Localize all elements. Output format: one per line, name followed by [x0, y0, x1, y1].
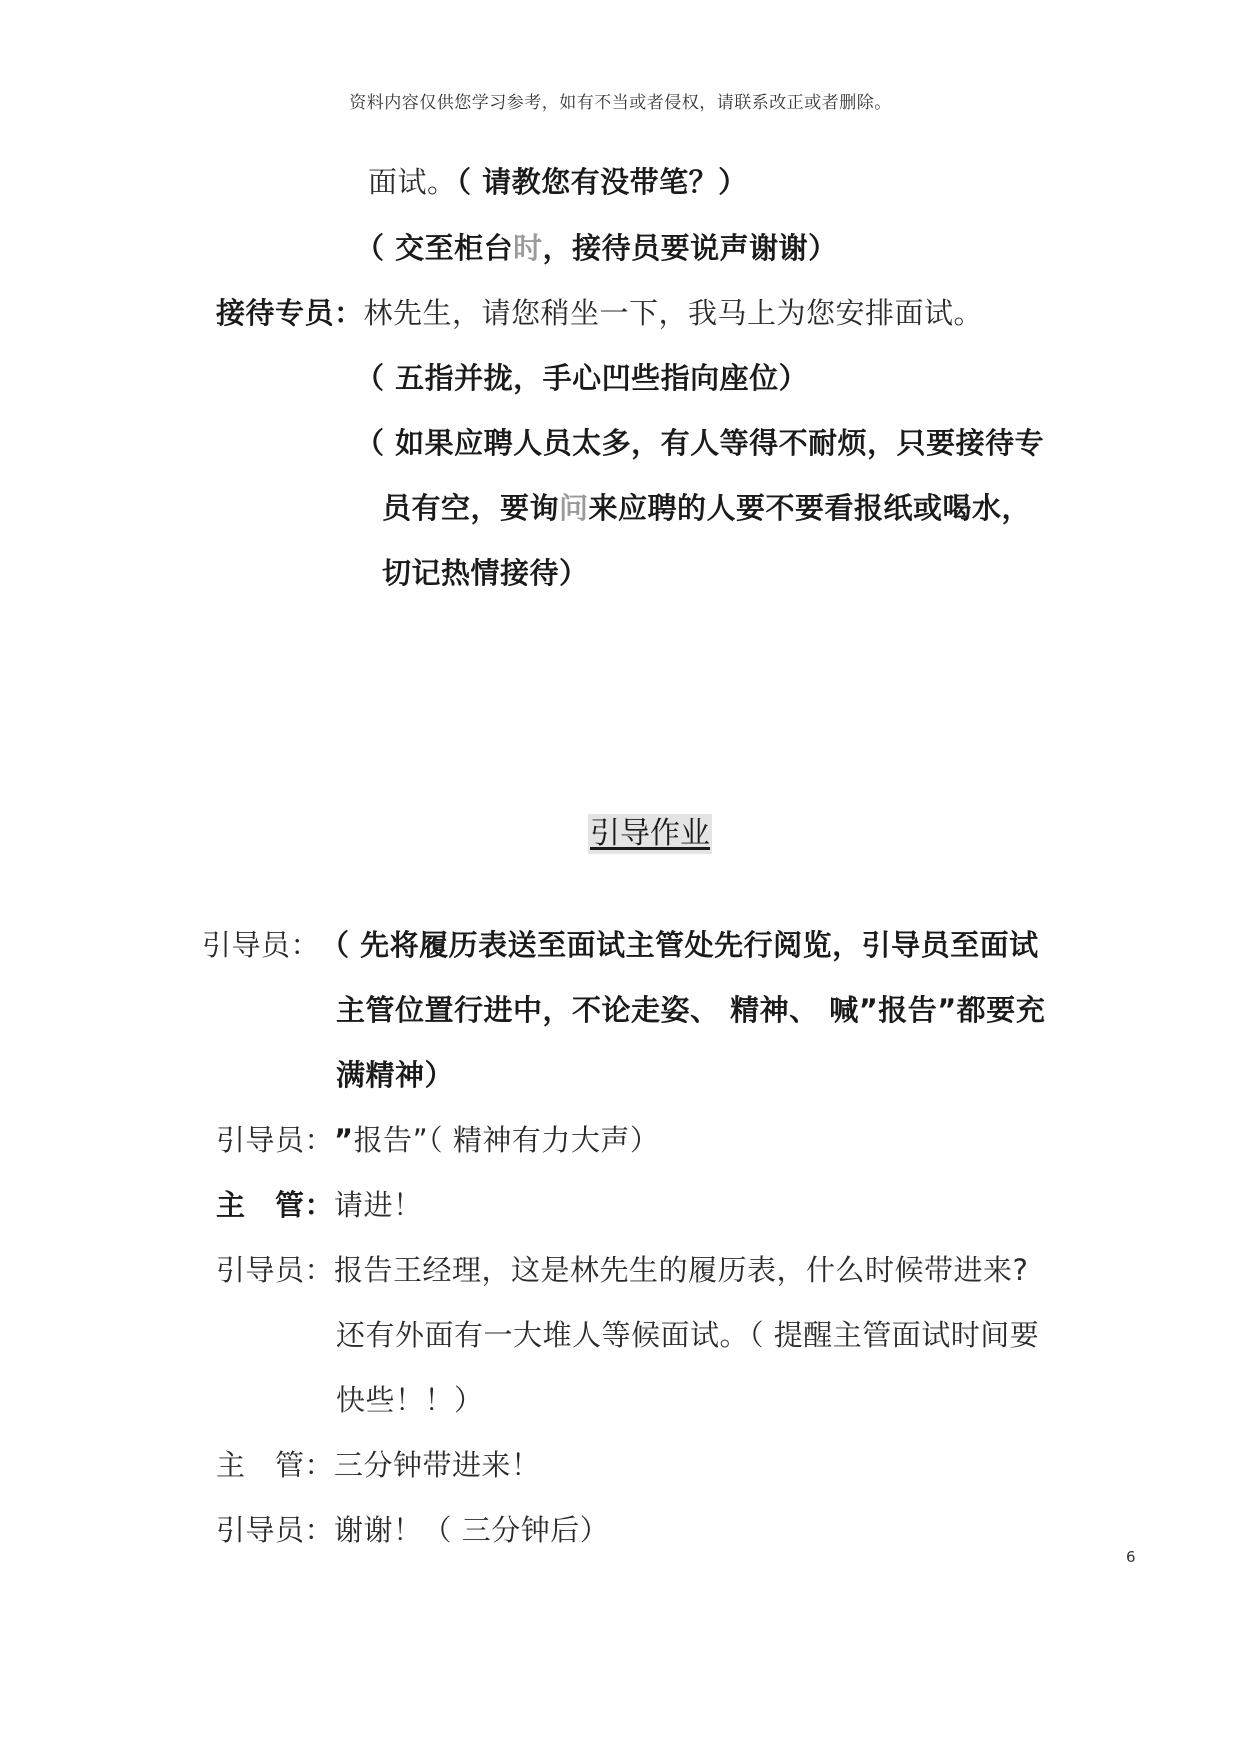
quote-mark: ”: [334, 1123, 354, 1157]
dialogue-line: [368, 162, 748, 202]
speaker-label: 引导员：: [216, 1253, 335, 1287]
dialogue-line: [216, 1185, 423, 1225]
stage-direction: 切记热情接待）: [382, 556, 589, 590]
stage-direction: 满精神）: [336, 1058, 455, 1092]
line-text: 谢谢！（ 三分钟后）: [334, 1513, 610, 1547]
dialogue-line: [216, 1445, 541, 1485]
stage-direction: （ 先将履历表送至面试主管处先行阅览，引导员至面试: [320, 928, 1039, 962]
stage-direction-line: [382, 553, 589, 593]
stage-direction: 来应聘的人要不要看报纸或喝水，: [588, 491, 1032, 525]
page-number: 6: [1126, 1548, 1136, 1566]
stage-direction-line: [355, 228, 838, 268]
dialogue-line: [216, 1120, 659, 1160]
faded-character: 问: [559, 491, 589, 525]
section-title: 引导作业: [588, 814, 712, 854]
speaker-label: 引导员：: [216, 1513, 335, 1547]
header-disclaimer: 资料内容仅供您学习参考，如有不当或者侵权，请联系改正或者删除。: [349, 93, 892, 113]
stage-direction-line: [382, 488, 1031, 528]
stage-direction: （ 如果应聘人员太多，有人等得不耐烦，只要接待专: [355, 426, 1045, 460]
dialogue-line: [216, 293, 983, 333]
line-text: 林先生，请您稍坐一下，我马上为您安排面试。: [363, 296, 984, 330]
speaker-label: 主 管：: [216, 1448, 335, 1482]
stage-direction: 员有空，要询: [382, 491, 560, 525]
dialogue-line: [216, 1510, 609, 1550]
dialogue-continuation: [336, 1315, 1039, 1355]
speaker-label: 引导员：: [216, 1123, 335, 1157]
stage-direction: ，接待员要说声谢谢）: [542, 231, 838, 265]
dialogue-line: [202, 925, 1039, 965]
speaker-label: 引导员：: [202, 928, 321, 962]
dialogue-line: [216, 1250, 1028, 1290]
speaker-label: 接待专员：: [216, 296, 364, 330]
line-text: 快些！！）: [336, 1383, 484, 1417]
dialogue-continuation: [336, 1380, 484, 1420]
stage-direction-line: [355, 423, 1044, 463]
line-text: 面试。: [368, 165, 457, 199]
line-text: 报告王经理，这是林先生的履历表，什么时候带进来?: [334, 1253, 1029, 1287]
faded-character: 时: [513, 231, 543, 265]
stage-direction: 主管位置行进中，不论走姿、 精神、 喊”报告”都要充: [336, 993, 1046, 1027]
stage-direction-line: [336, 990, 1045, 1030]
stage-direction-line: [355, 358, 808, 398]
speaker-label: 主 管：: [216, 1188, 335, 1222]
line-text: 三分钟带进来！: [334, 1448, 541, 1482]
stage-direction: （ 五指并拢，手心凹些指向座位）: [355, 361, 809, 395]
stage-direction: （ 请教您有没带笔？）: [456, 165, 748, 199]
stage-direction-line: [336, 1055, 454, 1095]
line-text: 报告”（ 精神有力大声）: [353, 1123, 660, 1157]
line-text: 还有外面有一大堆人等候面试。（ 提醒主管面试时间要: [336, 1318, 1040, 1352]
line-text: 请进！: [334, 1188, 423, 1222]
stage-direction: （ 交至柜台: [355, 231, 514, 265]
